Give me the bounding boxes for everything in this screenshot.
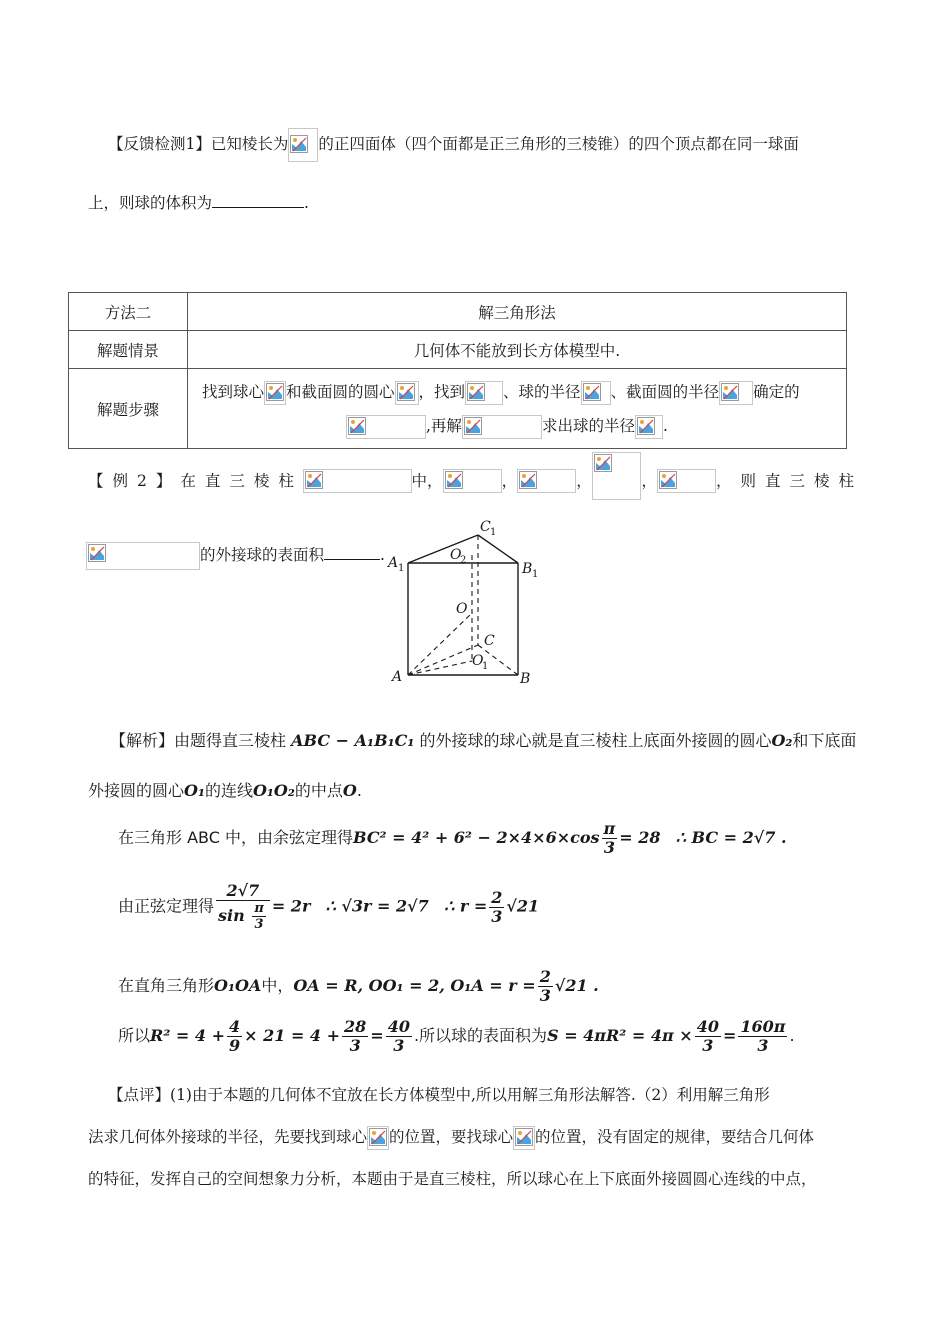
example-text: 的外接球的表面积 — [200, 546, 325, 564]
step-text: 确定的 — [753, 382, 800, 401]
broken-image-icon — [581, 381, 611, 405]
math-r2: R² = 4 + — [150, 1026, 225, 1045]
math-o1: O₁ — [184, 781, 205, 800]
broken-image-icon — [517, 469, 576, 493]
math-bc: ∴ BC = 2√7 . — [675, 828, 787, 847]
numerator: 160π — [740, 1017, 786, 1036]
label-a: A — [392, 669, 403, 685]
label-o2: O — [450, 547, 462, 563]
table-cell: 方法二 — [69, 293, 188, 331]
math-o1oa: O₁OA — [214, 976, 262, 995]
solution-line-6 — [118, 1016, 795, 1056]
example2-line-1 — [88, 462, 863, 500]
label-o2-sub: 2 — [460, 555, 467, 566]
step-text: 、截面圆的半径 — [610, 382, 720, 401]
numerator: π — [254, 901, 264, 916]
solution-text: 在直角三角形 — [118, 976, 215, 995]
step-text: . — [662, 416, 668, 435]
feedback-text: 已知棱长为 — [210, 135, 289, 153]
steps-cell — [188, 369, 847, 449]
solution-line-4 — [118, 882, 539, 932]
broken-image-icon — [657, 469, 716, 493]
solution-text: . — [789, 1026, 795, 1045]
comment-text: 的位置，没有固定的规律，要结合几何体 — [535, 1128, 815, 1146]
label-c1-sub: 1 — [490, 527, 497, 538]
label-c1: C — [480, 519, 491, 535]
prism-figure — [380, 515, 550, 690]
example-text: ， — [641, 472, 657, 490]
period: . — [304, 194, 309, 212]
math-term: × 21 = 4 + — [244, 1026, 341, 1045]
label-o1-sub: 1 — [482, 661, 489, 672]
fraction-160pi-3 — [738, 1018, 787, 1055]
denominator: 3 — [757, 1036, 769, 1055]
broken-image-icon — [719, 381, 753, 405]
solution-text: 在三角形 ABC 中，由余弦定理得 — [118, 828, 353, 847]
step-text: 找到球心 — [202, 382, 265, 401]
table-cell: 几何体不能放到长方体模型中. — [188, 331, 847, 369]
solution-text: 中， — [261, 976, 294, 995]
denominator: 9 — [228, 1036, 241, 1055]
solution-label: 【解析】 — [110, 731, 175, 750]
math-o: O — [342, 781, 357, 800]
solution-line-1 — [110, 730, 856, 752]
broken-image-icon — [465, 381, 503, 405]
example-label: 【例2】 — [88, 472, 181, 490]
math-o1o2: O₁O₂ — [252, 781, 295, 800]
math-r: ∴ r = — [444, 896, 488, 916]
comment-text: 的位置，要找球心 — [389, 1128, 514, 1146]
broken-image-icon — [367, 1126, 389, 1150]
broken-image-icon — [264, 381, 286, 405]
denominator: 3 — [539, 986, 551, 1005]
solution-text: . — [356, 781, 362, 800]
math-2r: = 2r — [271, 896, 311, 916]
example-text: ， — [501, 472, 518, 490]
solution-line-3 — [118, 818, 787, 858]
math-eq: = — [722, 1026, 737, 1045]
math-result: = 28 — [619, 828, 661, 847]
fraction-40-3 — [695, 1018, 721, 1055]
step-text: 求出球的半径 — [541, 416, 635, 435]
math-eq: = — [370, 1026, 384, 1045]
label-o1: O — [472, 653, 484, 669]
solution-text: 的中点 — [294, 781, 343, 800]
comment-line-3 — [88, 1168, 817, 1190]
broken-image-icon — [346, 415, 426, 439]
fraction-40-3 — [386, 1018, 412, 1055]
broken-image-icon — [86, 542, 200, 570]
example-text: ，则直三棱柱 — [715, 472, 863, 490]
label-c: C — [484, 633, 495, 649]
broken-image-icon — [635, 415, 663, 439]
math-cosine-rule: BC² = 4² + 6² − 2×4×6×cos — [353, 828, 600, 847]
math-prism: ABC − A₁B₁C₁ — [291, 731, 415, 750]
step-text: 、球的半径 — [503, 382, 581, 401]
denominator: 3 — [393, 1036, 405, 1055]
label-b1-sub: 1 — [532, 569, 539, 580]
feedback-label: 【反馈检测1】 — [108, 135, 211, 153]
math-o2: O₂ — [771, 731, 793, 750]
solution-text: 所以 — [118, 1026, 151, 1045]
solution-text: .所以球的表面积为 — [413, 1026, 548, 1045]
solution-line-2 — [88, 780, 362, 802]
comment-text: 法求几何体外接球的半径，先要找到球心 — [88, 1128, 368, 1146]
period: . — [380, 546, 385, 564]
fraction-28-3 — [342, 1018, 368, 1055]
broken-image-icon — [462, 415, 542, 439]
example-text: 中， — [411, 472, 443, 490]
example-text: 在直三棱柱 — [180, 472, 303, 490]
comment-label: 【点评】 — [108, 1086, 171, 1104]
math-surface: S = 4πR² = 4π × — [547, 1026, 693, 1045]
denominator: 3 — [702, 1036, 714, 1055]
solution-text: 的外接球的球心就是直三棱柱上底面外接圆的圆心 — [419, 731, 772, 750]
fraction-sine-rule — [216, 882, 270, 932]
broken-image-icon — [288, 128, 318, 162]
step-text: 和截面圆的圆心 — [286, 382, 395, 401]
label-a1-sub: 1 — [398, 563, 405, 574]
math-sqrt21: √21 . — [554, 976, 599, 995]
answer-blank[interactable] — [324, 547, 380, 560]
table-cell: 解题步骤 — [69, 369, 188, 449]
fraction-2-3 — [538, 968, 553, 1005]
denominator: 3 — [254, 917, 264, 932]
label-a1: A — [388, 555, 399, 571]
comment-line-1 — [108, 1084, 770, 1106]
fraction-2-3 — [489, 889, 504, 926]
solution-text: 外接圆的圆心 — [88, 781, 185, 800]
feedback-text: 的正四面体（四个面都是正三角形的三棱锥）的四个顶点都在同一球面 — [318, 135, 799, 153]
table-cell: 解题情景 — [69, 331, 188, 369]
math-sqrt3r: ∴ √3r = 2√7 — [325, 896, 429, 916]
broken-image-icon — [513, 1126, 535, 1150]
numerator: 40 — [387, 1017, 410, 1036]
numerator: π — [603, 819, 616, 838]
feedback-text: 上，则球的体积为 — [88, 194, 213, 212]
math-oa: OA = R, OO₁ = 2, O₁A = r = — [293, 976, 536, 995]
solution-text: 由题得直三棱柱 — [174, 731, 287, 750]
solution-text: 的连线 — [204, 781, 253, 800]
example2-line-2 — [86, 542, 385, 570]
fraction-4-9 — [227, 1018, 242, 1055]
comment-text: 的特征，发挥自己的空间想象力分析，本题由于是直三棱柱，所以球心在上下底面外接圆圆心连线的中点， — [88, 1170, 817, 1188]
solution-line-5 — [118, 966, 599, 1006]
feedback-line-2 — [88, 192, 309, 214]
numerator: 28 — [344, 1017, 367, 1036]
comment-text: (1)由于本题的几何体不宜放在长方体模型中,所以用解三角形法解答.（2）利用解三角形 — [170, 1086, 770, 1104]
denominator-sin: sin — [218, 906, 245, 925]
broken-image-icon — [395, 381, 419, 405]
label-b: B — [520, 671, 531, 687]
example-text: ， — [576, 472, 592, 490]
numerator: 4 — [228, 1017, 241, 1036]
answer-blank[interactable] — [212, 193, 304, 208]
comment-line-2 — [88, 1126, 814, 1150]
denominator: 3 — [491, 906, 503, 926]
step-text: ，找到 — [418, 382, 466, 401]
method-table — [68, 292, 847, 449]
label-b1: B — [522, 561, 533, 577]
solution-text: 由正弦定理得 — [118, 896, 215, 916]
denominator: 3 — [603, 838, 615, 857]
numerator: 2√7 — [216, 882, 270, 901]
label-o: O — [456, 601, 468, 617]
numerator: 2 — [491, 887, 503, 907]
numerator: 40 — [696, 1017, 719, 1036]
broken-image-icon — [592, 452, 642, 500]
numerator: 2 — [539, 967, 551, 986]
fraction-pi-3 — [602, 820, 618, 857]
math-sqrt21: √21 — [506, 896, 540, 916]
feedback-line-1 — [108, 128, 799, 162]
step-text: ,再解 — [426, 416, 462, 435]
broken-image-icon — [443, 469, 502, 493]
table-cell: 解三角形法 — [188, 293, 847, 331]
broken-image-icon — [303, 469, 412, 493]
denominator: 3 — [349, 1036, 361, 1055]
solution-text: 和下底面 — [792, 731, 857, 750]
